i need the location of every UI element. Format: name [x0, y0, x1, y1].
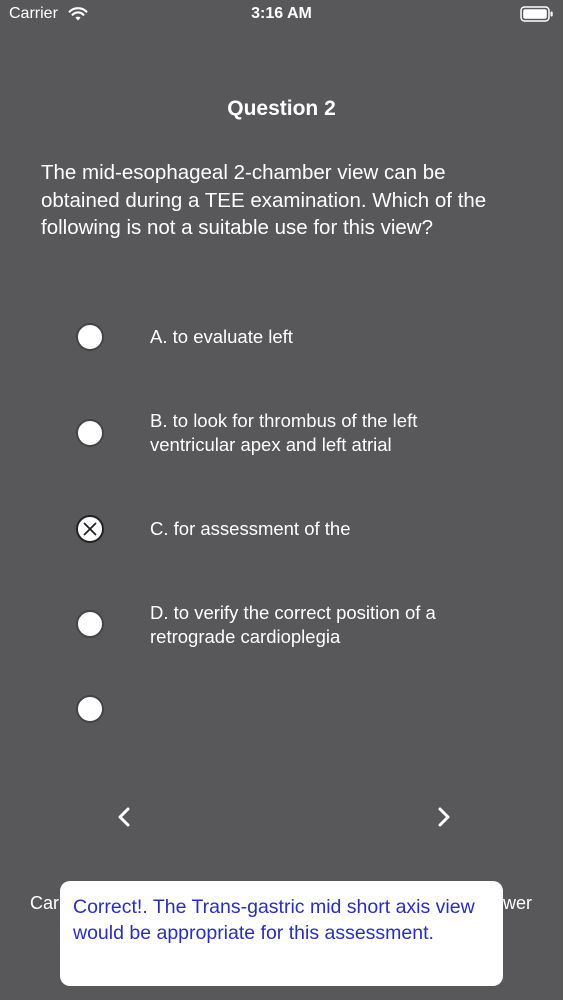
carrier-label: Carrier: [9, 5, 58, 22]
option-d-label[interactable]: D. to verify the correct position of a retrograde cardioplegia: [150, 602, 436, 647]
option-a-label[interactable]: A. to evaluate left: [150, 326, 293, 347]
chevron-right-icon: [428, 800, 458, 834]
clock-time: 3:16 AM: [251, 5, 312, 22]
option-a-radio[interactable]: [76, 323, 104, 351]
option-c-radio[interactable]: [76, 515, 104, 543]
next-button[interactable]: [428, 800, 458, 834]
feedback-toast: [60, 881, 503, 986]
previous-button[interactable]: [110, 800, 140, 834]
option-b-radio[interactable]: [76, 419, 104, 447]
battery-icon: [520, 6, 554, 22]
feedback-text: Correct!. The Trans-gastric mid short axis view would be appropriate for this assessment.: [73, 896, 475, 944]
answer-button[interactable]: wer: [503, 893, 533, 913]
question-text: The mid-esophageal 2-chamber view can be obtained during a TEE examination. Which of the following is not a suitable use for this view?: [41, 161, 487, 239]
status-bar: [0, 0, 563, 30]
option-e-radio[interactable]: [76, 695, 104, 723]
option-d-radio[interactable]: [76, 610, 104, 638]
chevron-left-icon: [110, 800, 140, 834]
option-c-label[interactable]: C. for assessment of the: [150, 518, 351, 539]
x-mark-icon: [83, 522, 97, 536]
question-title: Question 2: [227, 97, 336, 120]
option-b-label[interactable]: B. to look for thrombus of the left ventricular apex and left atrial: [150, 410, 418, 455]
cancel-button[interactable]: Car: [30, 893, 60, 913]
